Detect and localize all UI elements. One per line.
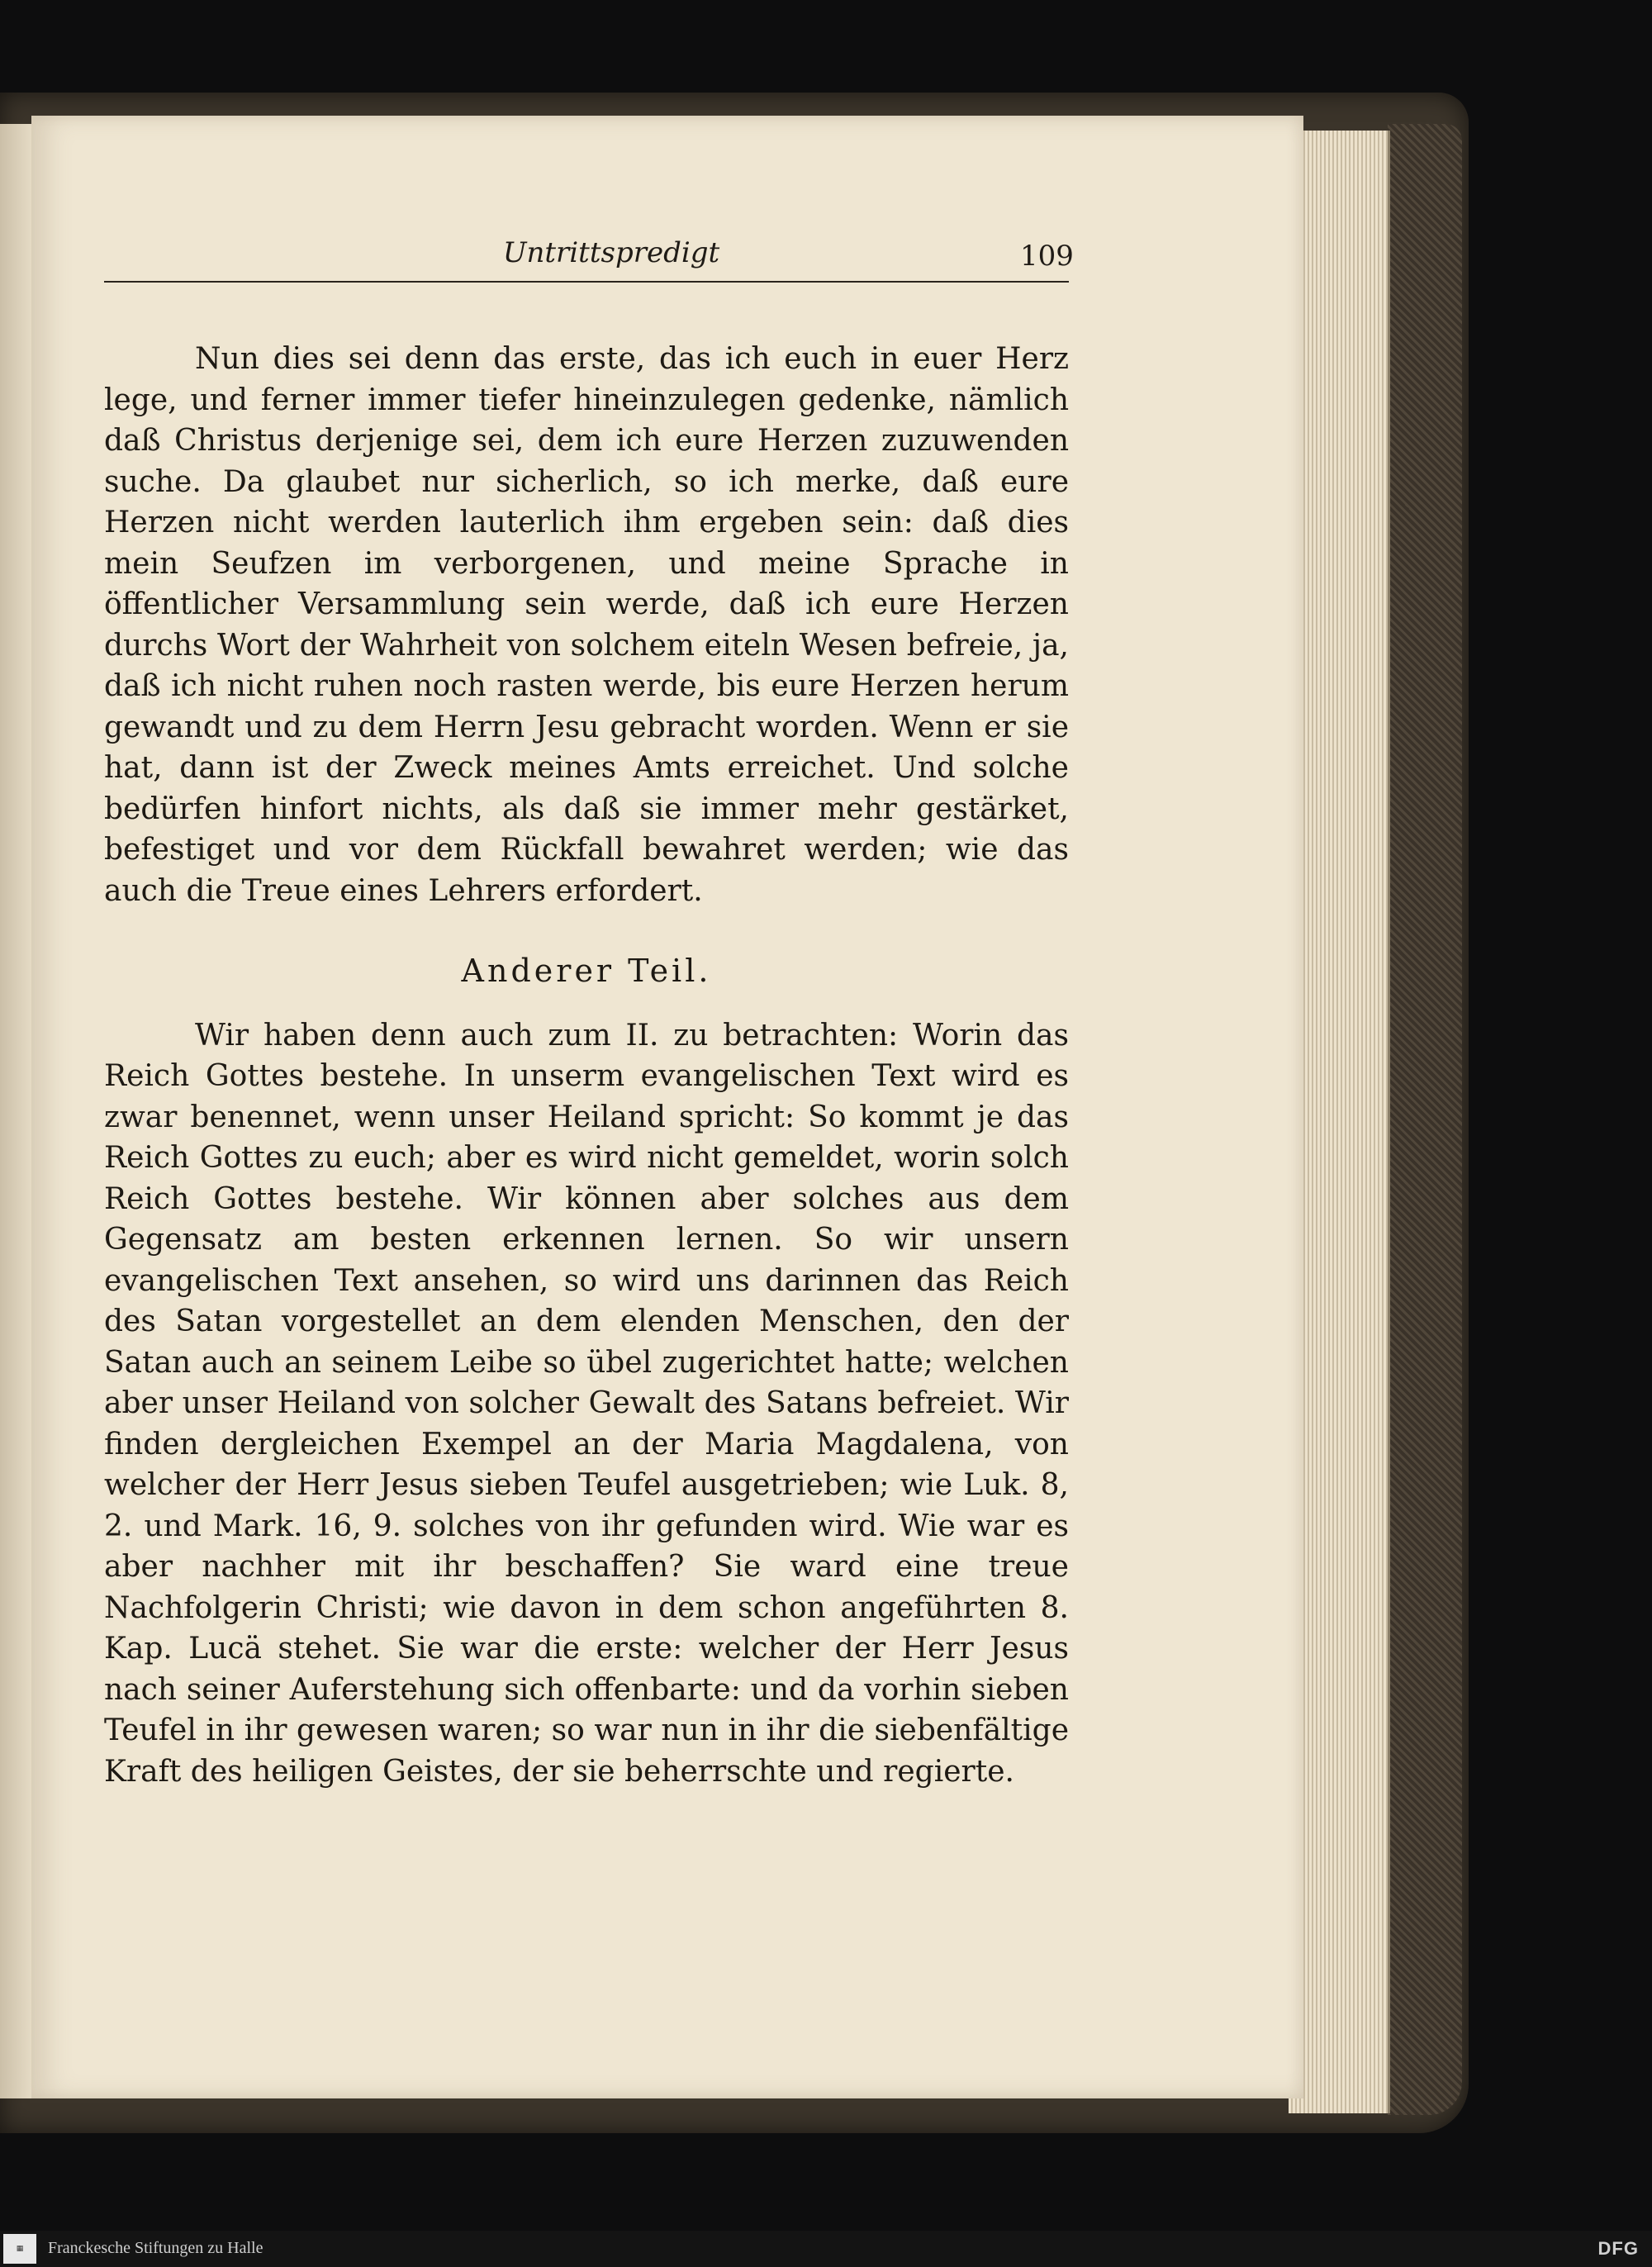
running-title: Untrittspredigt xyxy=(502,236,720,269)
page-edges xyxy=(1289,131,1390,2113)
page-text xyxy=(104,339,1069,1792)
paragraph-2: Wir haben denn auch zum II. zu betrachten: Worin das Reich Gottes bestehe. In unserm evangelischen Text wird es zwar benennet, wenn unser Heiland spricht: So kommt je das Reich Gottes zu euch; aber es wird nicht gemeldet, worin solch Reich Gottes bestehe. Wir können aber solches aus dem Gegensatz am besten erkennen lernen. So wir unsern evangelischen Text ansehen, so wird uns darinnen das Reich des Satan vorgestellet an dem elenden Menschen, den der Satan auch an seinem Leibe so übel zugerichtet hatte; welchen aber unser Heiland von solcher Gewalt des Satans befreiet. Wir finden dergleichen Exempel an der Maria Magdalena, von welcher der Herr Jesus sieben Teufel ausgetrieben; wie Luk. 8, 2. und Mark. 16, 9. solches von ihr gefunden wird. Wie war es aber nachher mit ihr beschaffen? Sie ward eine treue Nachfolgerin Christi; wie davon in dem schon angeführten 8. Kap. Lucä stehet. Sie war die erste: welcher der Herr Jesus nach seiner Auferstehung sich offenbarte: und da vorhin sieben Teufel in ihr gewesen waren; so war nun in ihr die siebenfältige Kraft des heiligen Geistes, der sie beherrschte und regierte. xyxy=(104,1018,1069,1789)
section-heading: Anderer Teil. xyxy=(461,953,712,989)
footer-bar xyxy=(0,2231,1652,2267)
dfg-logo: DFG xyxy=(1597,2238,1639,2259)
page-number: 109 xyxy=(1020,240,1074,273)
paragraph-1: Nun dies sei denn das erste, das ich euch in euer Herz lege, und ferner immer tiefer hineinzulegen gedenke, nämlich daß Christus derjenige sei, dem ich eure Herzen zuzuwenden suche. Da glaubet nur sicherlich, so ich merke, daß eure Herzen nicht werden lauterlich ihm ergeben sein: daß dies mein Seufzen im verborgenen, und meine Sprache in öffentlicher Versammlung sein werde, daß ich eure Herzen durchs Wort der Wahrheit von solchem eiteln Wesen befreie, ja, daß ich nicht ruhen noch rasten werde, bis eure Herzen herum gewandt und zu dem Herrn Jesu gebracht worden. Wenn er sie hat, dann ist der Zweck meines Amts erreichet. Und solche bedürfen hinfort nichts, als daß sie immer mehr gestärket, befestiget und vor dem Rückfall bewahret werden; wie das auch die Treue eines Lehrers erfordert. xyxy=(104,342,1069,908)
left-page-edge xyxy=(0,124,33,2098)
book-cover-texture xyxy=(1388,124,1462,2115)
header-rule xyxy=(104,281,1069,283)
institution-name: Franckesche Stiftungen zu Halle xyxy=(48,2239,263,2257)
institution-logo-icon: ▦ xyxy=(3,2234,36,2264)
